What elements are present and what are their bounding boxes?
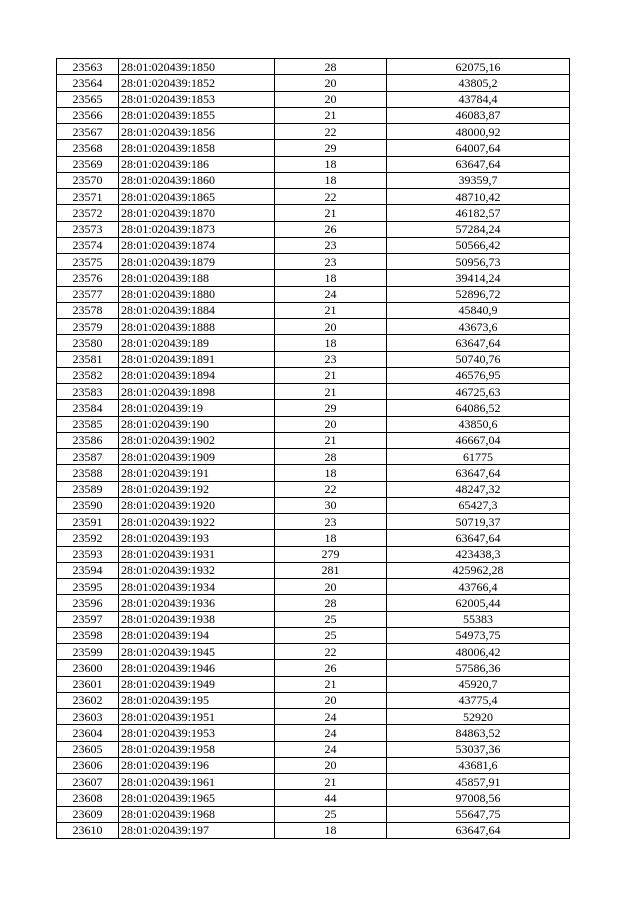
cadastral-number-cell: 28:01:020439:1865 [119, 189, 275, 205]
table-row [57, 514, 570, 530]
table-row [57, 676, 570, 692]
cadastral-number-cell: 28:01:020439:1922 [119, 514, 275, 530]
table-row [57, 530, 570, 546]
table-row [57, 189, 570, 205]
cost-value-cell: 54973,75 [387, 627, 570, 643]
cadastral-number-cell: 28:01:020439:194 [119, 627, 275, 643]
cadastral-number-cell: 28:01:020439:1936 [119, 595, 275, 611]
cost-value-cell: 63647,64 [387, 822, 570, 838]
cadastral-number-cell: 28:01:020439:1888 [119, 319, 275, 335]
cost-value-cell: 45857,91 [387, 774, 570, 790]
row-number-cell: 23576 [57, 270, 119, 286]
area-value-cell: 21 [275, 367, 387, 383]
cadastral-number-cell: 28:01:020439:1968 [119, 806, 275, 822]
row-number-cell: 23577 [57, 286, 119, 302]
row-number-cell: 23580 [57, 335, 119, 351]
cadastral-number-cell: 28:01:020439:195 [119, 692, 275, 708]
row-number-cell: 23594 [57, 562, 119, 578]
row-number-cell: 23579 [57, 319, 119, 335]
table-row [57, 351, 570, 367]
cadastral-number-cell: 28:01:020439:1938 [119, 611, 275, 627]
table-row [57, 302, 570, 318]
area-value-cell: 23 [275, 351, 387, 367]
table-row [57, 562, 570, 578]
row-number-cell: 23585 [57, 416, 119, 432]
row-number-cell: 23563 [57, 59, 119, 75]
table-row [57, 254, 570, 270]
cost-value-cell: 39414,24 [387, 270, 570, 286]
row-number-cell: 23588 [57, 465, 119, 481]
cadastral-number-cell: 28:01:020439:1880 [119, 286, 275, 302]
area-value-cell: 24 [275, 741, 387, 757]
cost-value-cell: 48000,92 [387, 124, 570, 140]
area-value-cell: 18 [275, 822, 387, 838]
cost-value-cell: 50719,37 [387, 514, 570, 530]
cadastral-number-cell: 28:01:020439:1958 [119, 741, 275, 757]
cadastral-number-cell: 28:01:020439:1902 [119, 432, 275, 448]
cadastral-number-cell: 28:01:020439:1856 [119, 124, 275, 140]
cost-value-cell: 45920,7 [387, 676, 570, 692]
area-value-cell: 20 [275, 579, 387, 595]
row-number-cell: 23602 [57, 692, 119, 708]
cadastral-number-cell: 28:01:020439:1909 [119, 449, 275, 465]
cost-value-cell: 52896,72 [387, 286, 570, 302]
cost-value-cell: 64007,64 [387, 140, 570, 156]
cost-value-cell: 63647,64 [387, 465, 570, 481]
area-value-cell: 28 [275, 449, 387, 465]
cost-value-cell: 48247,32 [387, 481, 570, 497]
cadastral-number-cell: 28:01:020439:196 [119, 757, 275, 773]
row-number-cell: 23564 [57, 75, 119, 91]
cadastral-number-cell: 28:01:020439:1852 [119, 75, 275, 91]
cost-value-cell: 423438,3 [387, 546, 570, 562]
area-value-cell: 18 [275, 335, 387, 351]
row-number-cell: 23578 [57, 302, 119, 318]
cost-value-cell: 46667,04 [387, 432, 570, 448]
cost-value-cell: 48006,42 [387, 644, 570, 660]
area-value-cell: 26 [275, 660, 387, 676]
area-value-cell: 29 [275, 400, 387, 416]
area-value-cell: 24 [275, 286, 387, 302]
cadastral-number-cell: 28:01:020439:1951 [119, 709, 275, 725]
area-value-cell: 21 [275, 676, 387, 692]
cadastral-number-cell: 28:01:020439:1961 [119, 774, 275, 790]
area-value-cell: 21 [275, 384, 387, 400]
table-body [57, 59, 570, 839]
row-number-cell: 23592 [57, 530, 119, 546]
area-value-cell: 28 [275, 59, 387, 75]
cost-value-cell: 39359,7 [387, 172, 570, 188]
row-number-cell: 23601 [57, 676, 119, 692]
row-number-cell: 23598 [57, 627, 119, 643]
cost-value-cell: 62005,44 [387, 595, 570, 611]
area-value-cell: 20 [275, 416, 387, 432]
row-number-cell: 23599 [57, 644, 119, 660]
row-number-cell: 23587 [57, 449, 119, 465]
cost-value-cell: 84863,52 [387, 725, 570, 741]
cadastral-number-cell: 28:01:020439:1953 [119, 725, 275, 741]
row-number-cell: 23565 [57, 91, 119, 107]
table-row [57, 449, 570, 465]
cost-value-cell: 65427,3 [387, 497, 570, 513]
cadastral-number-cell: 28:01:020439:1931 [119, 546, 275, 562]
area-value-cell: 22 [275, 189, 387, 205]
table-row [57, 432, 570, 448]
row-number-cell: 23593 [57, 546, 119, 562]
cadastral-number-cell: 28:01:020439:1874 [119, 237, 275, 253]
row-number-cell: 23603 [57, 709, 119, 725]
row-number-cell: 23586 [57, 432, 119, 448]
table-row [57, 627, 570, 643]
row-number-cell: 23589 [57, 481, 119, 497]
cost-value-cell: 53037,36 [387, 741, 570, 757]
table-row [57, 546, 570, 562]
area-value-cell: 22 [275, 644, 387, 660]
table-row [57, 741, 570, 757]
row-number-cell: 23605 [57, 741, 119, 757]
cost-value-cell: 43805,2 [387, 75, 570, 91]
row-number-cell: 23595 [57, 579, 119, 595]
row-number-cell: 23566 [57, 107, 119, 123]
cadastral-number-cell: 28:01:020439:1949 [119, 676, 275, 692]
table-row [57, 221, 570, 237]
table-row [57, 75, 570, 91]
area-value-cell: 21 [275, 107, 387, 123]
cadastral-number-cell: 28:01:020439:1891 [119, 351, 275, 367]
cost-value-cell: 55647,75 [387, 806, 570, 822]
row-number-cell: 23584 [57, 400, 119, 416]
table-row [57, 140, 570, 156]
area-value-cell: 18 [275, 172, 387, 188]
row-number-cell: 23567 [57, 124, 119, 140]
area-value-cell: 28 [275, 595, 387, 611]
cost-value-cell: 43775,4 [387, 692, 570, 708]
cost-value-cell: 43673,6 [387, 319, 570, 335]
area-value-cell: 22 [275, 124, 387, 140]
table-row [57, 384, 570, 400]
table-row [57, 465, 570, 481]
area-value-cell: 23 [275, 514, 387, 530]
table-row [57, 692, 570, 708]
area-value-cell: 20 [275, 91, 387, 107]
table-row [57, 774, 570, 790]
row-number-cell: 23596 [57, 595, 119, 611]
cadastral-number-cell: 28:01:020439:19 [119, 400, 275, 416]
row-number-cell: 23608 [57, 790, 119, 806]
cadastral-number-cell: 28:01:020439:1853 [119, 91, 275, 107]
row-number-cell: 23575 [57, 254, 119, 270]
cost-value-cell: 62075,16 [387, 59, 570, 75]
area-value-cell: 20 [275, 692, 387, 708]
cadastral-number-cell: 28:01:020439:193 [119, 530, 275, 546]
cost-value-cell: 48710,42 [387, 189, 570, 205]
cadastral-number-cell: 28:01:020439:1855 [119, 107, 275, 123]
area-value-cell: 29 [275, 140, 387, 156]
table-row [57, 59, 570, 75]
cadastral-number-cell: 28:01:020439:1884 [119, 302, 275, 318]
area-value-cell: 20 [275, 757, 387, 773]
row-number-cell: 23571 [57, 189, 119, 205]
table-row [57, 107, 570, 123]
table-row [57, 822, 570, 838]
area-value-cell: 30 [275, 497, 387, 513]
table-row [57, 806, 570, 822]
cadastral-number-cell: 28:01:020439:1898 [119, 384, 275, 400]
cost-value-cell: 57586,36 [387, 660, 570, 676]
cadastral-number-cell: 28:01:020439:1932 [119, 562, 275, 578]
cost-value-cell: 45840,9 [387, 302, 570, 318]
table-row [57, 205, 570, 221]
cost-value-cell: 64086,52 [387, 400, 570, 416]
cost-value-cell: 63647,64 [387, 530, 570, 546]
cadastral-number-cell: 28:01:020439:1879 [119, 254, 275, 270]
cost-value-cell: 46182,57 [387, 205, 570, 221]
row-number-cell: 23568 [57, 140, 119, 156]
table-row [57, 660, 570, 676]
area-value-cell: 21 [275, 432, 387, 448]
cadastral-number-cell: 28:01:020439:1965 [119, 790, 275, 806]
table-row [57, 91, 570, 107]
cadastral-number-cell: 28:01:020439:1894 [119, 367, 275, 383]
area-value-cell: 44 [275, 790, 387, 806]
cost-value-cell: 43681,6 [387, 757, 570, 773]
area-value-cell: 21 [275, 205, 387, 221]
cost-value-cell: 61775 [387, 449, 570, 465]
cost-value-cell: 50566,42 [387, 237, 570, 253]
cadastral-number-cell: 28:01:020439:197 [119, 822, 275, 838]
cost-value-cell: 46576,95 [387, 367, 570, 383]
cadastral-table [56, 58, 570, 839]
cost-value-cell: 50956,73 [387, 254, 570, 270]
row-number-cell: 23569 [57, 156, 119, 172]
table-row [57, 124, 570, 140]
row-number-cell: 23606 [57, 757, 119, 773]
area-value-cell: 26 [275, 221, 387, 237]
row-number-cell: 23604 [57, 725, 119, 741]
table-row [57, 416, 570, 432]
cadastral-number-cell: 28:01:020439:1946 [119, 660, 275, 676]
table-row [57, 156, 570, 172]
table-row [57, 709, 570, 725]
cost-value-cell: 55383 [387, 611, 570, 627]
table-row [57, 172, 570, 188]
cadastral-number-cell: 28:01:020439:186 [119, 156, 275, 172]
cadastral-number-cell: 28:01:020439:1860 [119, 172, 275, 188]
table-row [57, 367, 570, 383]
cadastral-number-cell: 28:01:020439:1858 [119, 140, 275, 156]
cadastral-number-cell: 28:01:020439:189 [119, 335, 275, 351]
cost-value-cell: 63647,64 [387, 156, 570, 172]
area-value-cell: 23 [275, 254, 387, 270]
cadastral-number-cell: 28:01:020439:1920 [119, 497, 275, 513]
row-number-cell: 23582 [57, 367, 119, 383]
area-value-cell: 25 [275, 806, 387, 822]
row-number-cell: 23574 [57, 237, 119, 253]
area-value-cell: 18 [275, 530, 387, 546]
table-row [57, 611, 570, 627]
cost-value-cell: 43784,4 [387, 91, 570, 107]
area-value-cell: 23 [275, 237, 387, 253]
cost-value-cell: 43766,4 [387, 579, 570, 595]
row-number-cell: 23609 [57, 806, 119, 822]
table-row [57, 579, 570, 595]
table-row [57, 644, 570, 660]
row-number-cell: 23583 [57, 384, 119, 400]
area-value-cell: 279 [275, 546, 387, 562]
cost-value-cell: 46725,63 [387, 384, 570, 400]
cost-value-cell: 57284,24 [387, 221, 570, 237]
cost-value-cell: 425962,28 [387, 562, 570, 578]
row-number-cell: 23610 [57, 822, 119, 838]
table-row [57, 497, 570, 513]
cost-value-cell: 63647,64 [387, 335, 570, 351]
table-row [57, 270, 570, 286]
row-number-cell: 23607 [57, 774, 119, 790]
row-number-cell: 23600 [57, 660, 119, 676]
cost-value-cell: 46083,87 [387, 107, 570, 123]
cost-value-cell: 97008,56 [387, 790, 570, 806]
area-value-cell: 21 [275, 302, 387, 318]
cadastral-number-cell: 28:01:020439:190 [119, 416, 275, 432]
area-value-cell: 25 [275, 611, 387, 627]
row-number-cell: 23597 [57, 611, 119, 627]
row-number-cell: 23591 [57, 514, 119, 530]
area-value-cell: 25 [275, 627, 387, 643]
table-row [57, 481, 570, 497]
row-number-cell: 23572 [57, 205, 119, 221]
cadastral-number-cell: 28:01:020439:191 [119, 465, 275, 481]
cadastral-number-cell: 28:01:020439:1850 [119, 59, 275, 75]
area-value-cell: 20 [275, 75, 387, 91]
table-row [57, 286, 570, 302]
table-row [57, 319, 570, 335]
area-value-cell: 20 [275, 319, 387, 335]
cadastral-number-cell: 28:01:020439:1945 [119, 644, 275, 660]
cadastral-number-cell: 28:01:020439:1873 [119, 221, 275, 237]
table-row [57, 237, 570, 253]
area-value-cell: 18 [275, 465, 387, 481]
cost-value-cell: 43850,6 [387, 416, 570, 432]
table-row [57, 400, 570, 416]
area-value-cell: 24 [275, 709, 387, 725]
area-value-cell: 18 [275, 270, 387, 286]
cadastral-number-cell: 28:01:020439:1934 [119, 579, 275, 595]
row-number-cell: 23590 [57, 497, 119, 513]
row-number-cell: 23573 [57, 221, 119, 237]
area-value-cell: 21 [275, 774, 387, 790]
cost-value-cell: 50740,76 [387, 351, 570, 367]
cadastral-number-cell: 28:01:020439:1870 [119, 205, 275, 221]
area-value-cell: 281 [275, 562, 387, 578]
area-value-cell: 24 [275, 725, 387, 741]
row-number-cell: 23570 [57, 172, 119, 188]
table-row [57, 757, 570, 773]
table-row [57, 595, 570, 611]
cadastral-number-cell: 28:01:020439:192 [119, 481, 275, 497]
cost-value-cell: 52920 [387, 709, 570, 725]
cadastral-number-cell: 28:01:020439:188 [119, 270, 275, 286]
row-number-cell: 23581 [57, 351, 119, 367]
table-row [57, 335, 570, 351]
table-row [57, 790, 570, 806]
area-value-cell: 22 [275, 481, 387, 497]
table-row [57, 725, 570, 741]
area-value-cell: 18 [275, 156, 387, 172]
